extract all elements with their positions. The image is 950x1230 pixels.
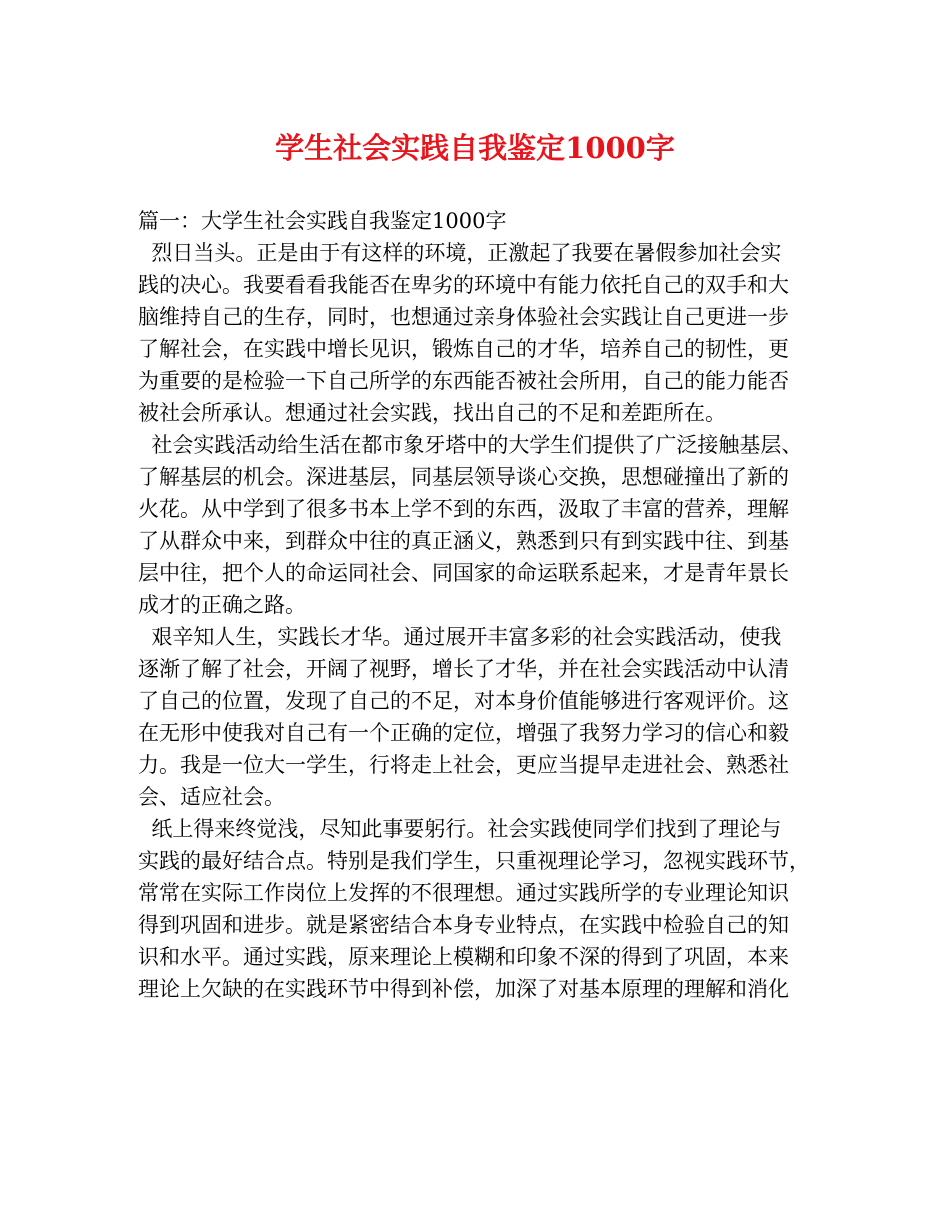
text-line: 成才的正确之路。 bbox=[138, 593, 306, 617]
text-line: 火花。从中学到了很多书本上学不到的东西，汲取了丰富的营养，理解 bbox=[138, 497, 789, 521]
text-line: 为重要的是检验一下自己所学的东西能否被社会所用，自己的能力能否 bbox=[138, 369, 789, 393]
text-line: 艰辛知人生，实践长才华。通过展开丰富多彩的社会实践活动，使我 bbox=[138, 625, 782, 649]
text-line: 了自己的位置，发现了自己的不足，对本身价值能够进行客观评价。这 bbox=[138, 689, 789, 713]
paragraph-2 bbox=[138, 429, 818, 621]
text-line: 常常在实际工作岗位上发挥的不很理想。通过实践所学的专业理论知识 bbox=[138, 881, 789, 905]
text-line: 烈日当头。正是由于有这样的环境，正激起了我要在暑假参加社会实 bbox=[138, 241, 782, 265]
paragraph-1 bbox=[138, 237, 818, 429]
text-line: 了解社会，在实践中增长见识，锻炼自己的才华，培养自己的韧性，更 bbox=[138, 337, 789, 361]
section-heading: 篇一：大学生社会实践自我鉴定1000字 bbox=[138, 209, 507, 233]
text-line: 理论上欠缺的在实践环节中得到补偿，加深了对基本原理的理解和消化 bbox=[138, 977, 789, 1001]
text-line: 践的决心。我要看看我能否在卑劣的环境中有能力依托自己的双手和大 bbox=[138, 273, 789, 297]
text-line: 会、适应社会。 bbox=[138, 785, 285, 809]
document-title: 学生社会实践自我鉴定1000字 bbox=[275, 131, 675, 165]
text-line: 力。我是一位大一学生，行将走上社会，更应当提早走进社会、熟悉社 bbox=[138, 753, 789, 777]
text-line: 了从群众中来，到群众中往的真正涵义，熟悉到只有到实践中往、到基 bbox=[138, 529, 789, 553]
text-line: 在无形中使我对自己有一个正确的定位，增强了我努力学习的信心和毅 bbox=[138, 721, 789, 745]
paragraph-3 bbox=[138, 621, 818, 813]
text-line: 被社会所承认。想通过社会实践，找出自己的不足和差距所在。 bbox=[138, 401, 726, 425]
text-line: 识和水平。通过实践，原来理论上模糊和印象不深的得到了巩固，本来 bbox=[138, 945, 789, 969]
paragraph-4 bbox=[138, 813, 818, 1005]
text-line: 实践的最好结合点。特别是我们学生，只重视理论学习，忽视实践环节， bbox=[138, 849, 810, 873]
text-line: 层中往，把个人的命运同社会、同国家的命运联系起来，才是青年景长 bbox=[138, 561, 789, 585]
text-line: 纸上得来终觉浅，尽知此事要躬行。社会实践使同学们找到了理论与 bbox=[138, 817, 782, 841]
text-line: 脑维持自己的生存，同时，也想通过亲身体验社会实践让自己更进一步 bbox=[138, 305, 789, 329]
text-line: 社会实践活动给生活在都市象牙塔中的大学生们提供了广泛接触基层、 bbox=[138, 433, 803, 457]
text-line: 逐渐了解了社会，开阔了视野，增长了才华，并在社会实践活动中认清 bbox=[138, 657, 789, 681]
text-line: 了解基层的机会。深进基层，同基层领导谈心交换，思想碰撞出了新的 bbox=[138, 465, 789, 489]
document-body bbox=[138, 205, 818, 1005]
text-line: 得到巩固和进步。就是紧密结合本身专业特点，在实践中检验自己的知 bbox=[138, 913, 789, 937]
